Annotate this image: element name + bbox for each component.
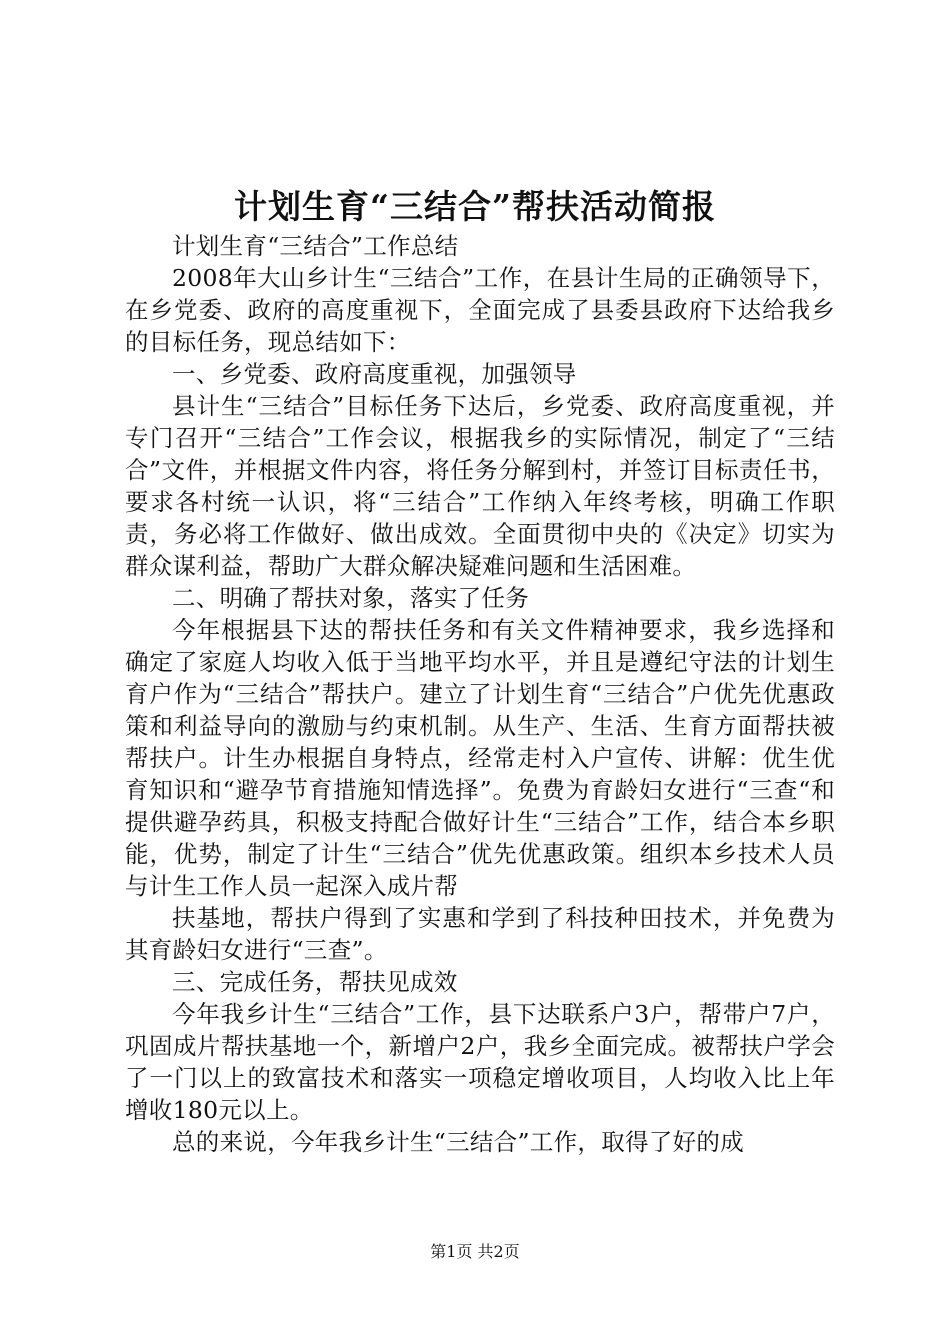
document-title: 计划生育“三结合”帮扶活动简报: [234, 187, 716, 226]
paragraph-section-2-continued: 扶基地，帮扶户得到了实惠和学到了科技种田技术，并免费为其育龄妇女进行“三查”。: [125, 904, 835, 964]
paragraph-section-3: 今年我乡计生“三结合”工作，县下达联系户3户，帮带户7户，巩固成片帮扶基地一个，新增户2户，我乡全面完成。被帮扶户学会了一门以上的致富技术和落实一项稳定增收项目，人均收入比上年增收180元以上。: [125, 1000, 835, 1124]
section-heading-1: 一、乡党委、政府高度重视，加强领导: [172, 360, 577, 388]
paragraph-summary: 总的来说，今年我乡计生“三结合”工作，取得了好的成: [172, 1128, 745, 1156]
document-body: [125, 230, 835, 1158]
section-heading-3: 三、完成任务，帮扶见成效: [172, 968, 458, 996]
paragraph-intro: 2008年大山乡计生“三结合”工作，在县计生局的正确领导下，在乡党委、政府的高度重视下，全面完成了县委县政府下达给我乡的目标任务，现总结如下：: [125, 264, 835, 356]
paragraph-section-2: 今年根据县下达的帮扶任务和有关文件精神要求，我乡选择和确定了家庭人均收入低于当地平均水平，并且是遵纪守法的计划生育户作为“三结合”帮扶户。建立了计划生育“三结合”户优先优惠政策和利益导向的激励与约束机制。从生产、生活、生育方面帮扶被帮扶户。计生办根据自身特点，经常走村入户宣传、讲解：优生优育知识和“避孕节育措施知情选择”。免费为育龄妇女进行“三查“和提供避孕药具，积极支持配合做好计生“三结合”工作，结合本乡职能，优势，制定了计生“三结合”优先优惠政策。组织本乡技术人员与计生工作人员一起深入成片帮: [125, 616, 835, 900]
section-heading-2: 二、明确了帮扶对象，落实了任务: [172, 584, 529, 612]
page-footer: 第1页 共2页: [430, 1242, 520, 1261]
paragraph-section-1: 县计生“三结合”目标任务下达后，乡党委、政府高度重视，并专门召开“三结合”工作会议，根据我乡的实际情况，制定了“三结合”文件，并根据文件内容，将任务分解到村，并签订目标责任书，要求各村统一认识，将“三结合”工作纳入年终考核，明确工作职责，务必将工作做好、做出成效。全面贯彻中央的《决定》切实为群众谋利益，帮助广大群众解决疑难问题和生活困难。: [125, 392, 835, 580]
paragraph-subtitle: 计划生育“三结合”工作总结: [172, 232, 459, 260]
